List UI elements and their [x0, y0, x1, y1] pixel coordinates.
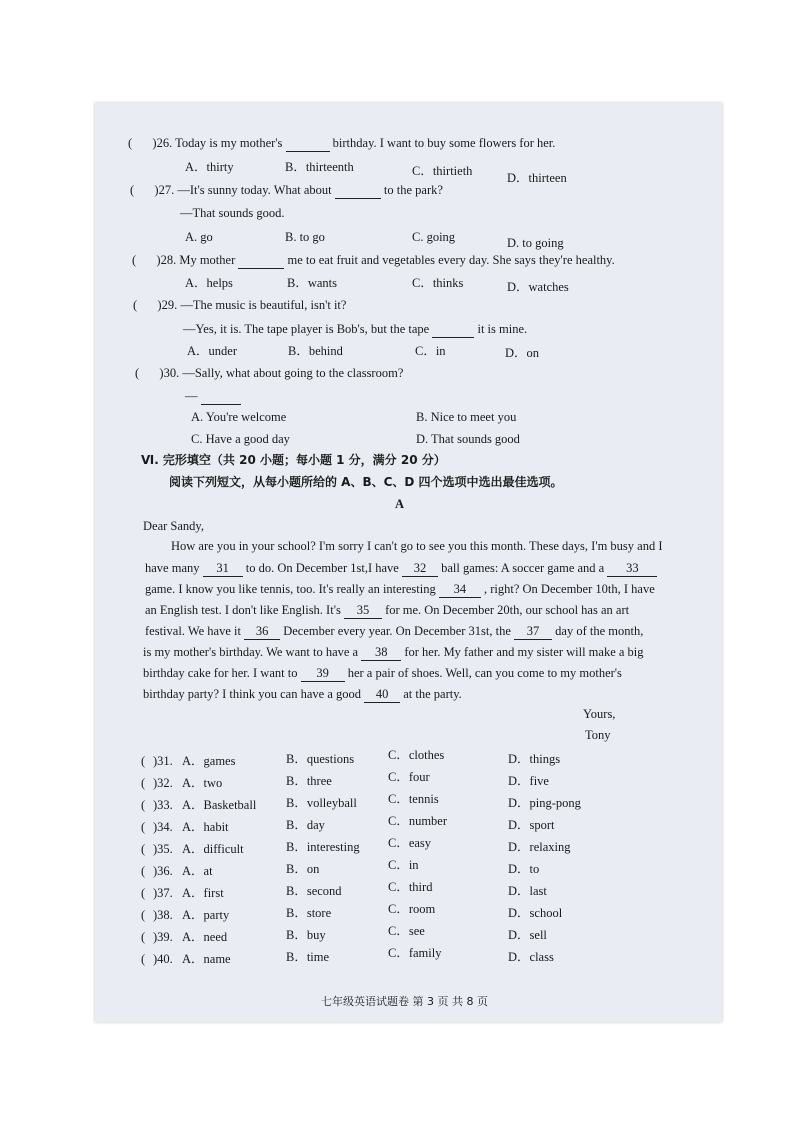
text: birthday party? I think you can have a good [143, 687, 361, 701]
text: , right? On December 10th, I have [483, 582, 655, 596]
cloze-blank: 35 [344, 602, 382, 619]
page-footer: 七年级英语试题卷 第 3 页 共 8 页 [321, 995, 488, 1008]
letter-line-7 [143, 665, 622, 682]
option-a: A．need [182, 930, 228, 944]
question-stem: —It's sunny today. What about [177, 183, 332, 197]
question-number: )35. [153, 842, 173, 856]
answer-blank [432, 321, 474, 338]
question-number: )37. [153, 886, 173, 900]
answer-paren: ( [141, 820, 146, 834]
letter-signature: Tony [585, 728, 611, 742]
question-stem: —Sally, what about going to the classroom? [182, 366, 404, 380]
option-c: C．in [388, 858, 419, 872]
text: is my mother's birthday. We want to have a [143, 645, 359, 659]
question-26 [128, 135, 555, 152]
question-27-reply: —That sounds good. [180, 206, 285, 220]
question-number: )29. [157, 298, 178, 312]
option-b: B．interesting [286, 840, 360, 854]
letter-greeting: Dear Sandy, [143, 519, 204, 533]
question-stem: My mother [179, 253, 236, 267]
cloze-blank: 32 [402, 560, 438, 577]
answer-paren: ( [135, 366, 140, 380]
option-a: A．helps [185, 276, 233, 290]
cloze-blank: 33 [607, 560, 657, 577]
option-b: B．behind [288, 344, 343, 358]
answer-paren: ( [141, 798, 146, 812]
cloze-blank: 39 [301, 665, 345, 682]
option-b: B．volleyball [286, 796, 357, 810]
letter-closing: Yours, [583, 707, 616, 721]
question-number: )40. [153, 952, 173, 966]
question-30 [135, 365, 403, 381]
option-d: D．last [508, 884, 547, 898]
answer-blank [238, 252, 284, 269]
question-number: )27. [154, 183, 175, 197]
answer-paren: ( [141, 754, 146, 768]
text: birthday cake for her. I want to [143, 666, 298, 680]
option-d: D．sell [508, 928, 547, 942]
question-29-reply [183, 321, 527, 338]
option-a: A．thirty [185, 160, 234, 174]
option-a: A．Basketball [182, 798, 257, 812]
option-a: A．two [182, 776, 223, 790]
text: ball games: A soccer game and a [441, 561, 605, 575]
option-c: C. Have a good day [191, 432, 290, 446]
reply-text-end: it is mine. [477, 322, 528, 336]
option-a: A．difficult [182, 842, 244, 856]
answer-blank [286, 135, 330, 152]
option-a: A．games [182, 754, 236, 768]
option-d: D．ping-pong [508, 796, 581, 810]
answer-paren: ( [141, 930, 146, 944]
option-b: B．buy [286, 928, 326, 942]
option-d: D．things [508, 752, 561, 766]
option-d: D．class [508, 950, 554, 964]
option-b: B．store [286, 906, 332, 920]
question-number: )38. [153, 908, 173, 922]
option-b: B．questions [286, 752, 355, 766]
text: to do. On December 1st,I have [245, 561, 399, 575]
option-d: D．to [508, 862, 540, 876]
option-d: D．relaxing [508, 840, 571, 854]
question-number: )33. [153, 798, 173, 812]
letter-line-3 [145, 581, 655, 598]
question-number: )34. [153, 820, 173, 834]
question-number: )32. [153, 776, 173, 790]
option-d: D．on [505, 346, 540, 360]
option-d: D. That sounds good [416, 432, 520, 446]
answer-paren: ( [141, 776, 146, 790]
letter-line-6 [143, 644, 644, 661]
option-b: B. to go [285, 230, 325, 244]
question-stem-end: to the park? [383, 183, 443, 197]
question-number: )28. [156, 253, 177, 267]
answer-blank [201, 388, 241, 405]
option-b: B．wants [287, 276, 338, 290]
answer-paren: ( [132, 253, 137, 267]
cloze-blank: 34 [439, 581, 481, 598]
option-d: D．thirteen [507, 171, 567, 185]
option-a: A．name [182, 952, 231, 966]
option-b: B. Nice to meet you [416, 410, 517, 424]
text: December every year. On December 31st, the [283, 624, 511, 638]
text: game. I know you like tennis, too. It's really an interesting [145, 582, 436, 596]
cloze-blank: 36 [244, 623, 280, 640]
option-a: A．first [182, 886, 224, 900]
text: festival. We have it [145, 624, 241, 638]
answer-paren: ( [130, 183, 135, 197]
answer-paren: ( [141, 908, 146, 922]
option-d: D．school [508, 906, 563, 920]
option-d: D．watches [507, 280, 569, 294]
option-c: C．easy [388, 836, 432, 850]
question-29 [133, 297, 346, 313]
text: at the party. [403, 687, 462, 701]
option-c: C．in [415, 344, 446, 358]
option-c: C．thinks [412, 276, 464, 290]
answer-paren: ( [128, 136, 133, 150]
answer-paren: ( [141, 952, 146, 966]
cloze-blank: 31 [203, 560, 243, 577]
letter-line-4 [145, 602, 629, 619]
answer-paren: ( [141, 842, 146, 856]
option-a: A．at [182, 864, 213, 878]
question-stem-end: me to eat fruit and vegetables every day. She says they're healthy. [287, 253, 615, 267]
reply-dash: — [185, 389, 198, 403]
answer-paren: ( [141, 864, 146, 878]
text: her a pair of shoes. Well, can you come to my mother's [347, 666, 622, 680]
letter-line-2 [145, 560, 657, 577]
text: for me. On December 20th, our school has an art [385, 603, 630, 617]
question-stem-end: birthday. I want to buy some flowers for her. [332, 136, 556, 150]
question-27 [130, 182, 443, 199]
text: day of the month, [555, 624, 644, 638]
text: have many [145, 561, 200, 575]
option-a: A．habit [182, 820, 229, 834]
question-number: )39. [153, 930, 173, 944]
option-c: C．number [388, 814, 448, 828]
option-b: B．three [286, 774, 332, 788]
exam-page [95, 103, 722, 1022]
section-instruction: 阅读下列短文，从每小题所给的 A、B、C、D 四个选项中选出最佳选项。 [169, 475, 563, 489]
question-number: )31. [153, 754, 173, 768]
option-d: D. to going [507, 236, 564, 250]
option-a: A. You're welcome [191, 410, 287, 424]
option-c: C．see [388, 924, 425, 938]
option-a: A．party [182, 908, 230, 922]
option-b: B．second [286, 884, 342, 898]
letter-line-8 [143, 686, 462, 703]
option-c: C．third [388, 880, 433, 894]
question-28 [132, 252, 615, 269]
option-c: C．thirtieth [412, 164, 473, 178]
passage-label: A [395, 497, 405, 511]
question-30-reply [185, 388, 241, 405]
option-c: C．clothes [388, 748, 445, 762]
cloze-blank: 40 [364, 686, 400, 703]
option-c: C．tennis [388, 792, 439, 806]
question-stem: —The music is beautiful, isn't it? [180, 298, 347, 312]
cloze-blank: 37 [514, 623, 552, 640]
option-a: A．under [187, 344, 237, 358]
letter-line-5 [145, 623, 643, 640]
option-c: C．family [388, 946, 442, 960]
cloze-blank: 38 [361, 644, 401, 661]
answer-paren: ( [133, 298, 138, 312]
question-number: )30. [159, 366, 180, 380]
question-number: )26. [152, 136, 173, 150]
option-b: B．thirteenth [285, 160, 354, 174]
option-d: D．sport [508, 818, 555, 832]
reply-text: —Yes, it is. The tape player is Bob's, but the tape [183, 322, 430, 336]
option-c: C．room [388, 902, 436, 916]
option-a: A. go [185, 230, 213, 244]
question-stem: Today is my mother's [175, 136, 283, 150]
text: an English test. I don't like English. It's [145, 603, 341, 617]
option-b: B．on [286, 862, 320, 876]
option-b: B．day [286, 818, 325, 832]
option-c: C. going [412, 230, 456, 244]
answer-paren: ( [141, 886, 146, 900]
option-b: B．time [286, 950, 330, 964]
answer-blank [335, 182, 381, 199]
section-title: Ⅵ. 完形填空（共 20 小题；每小题 1 分，满分 20 分） [141, 453, 446, 467]
question-number: )36. [153, 864, 173, 878]
text: for her. My father and my sister will make a big [404, 645, 644, 659]
option-c: C．four [388, 770, 430, 784]
letter-line-1: How are you in your school? I'm sorry I can't go to see you this month. These days, I'm busy and I [171, 539, 663, 553]
option-d: D．five [508, 774, 549, 788]
